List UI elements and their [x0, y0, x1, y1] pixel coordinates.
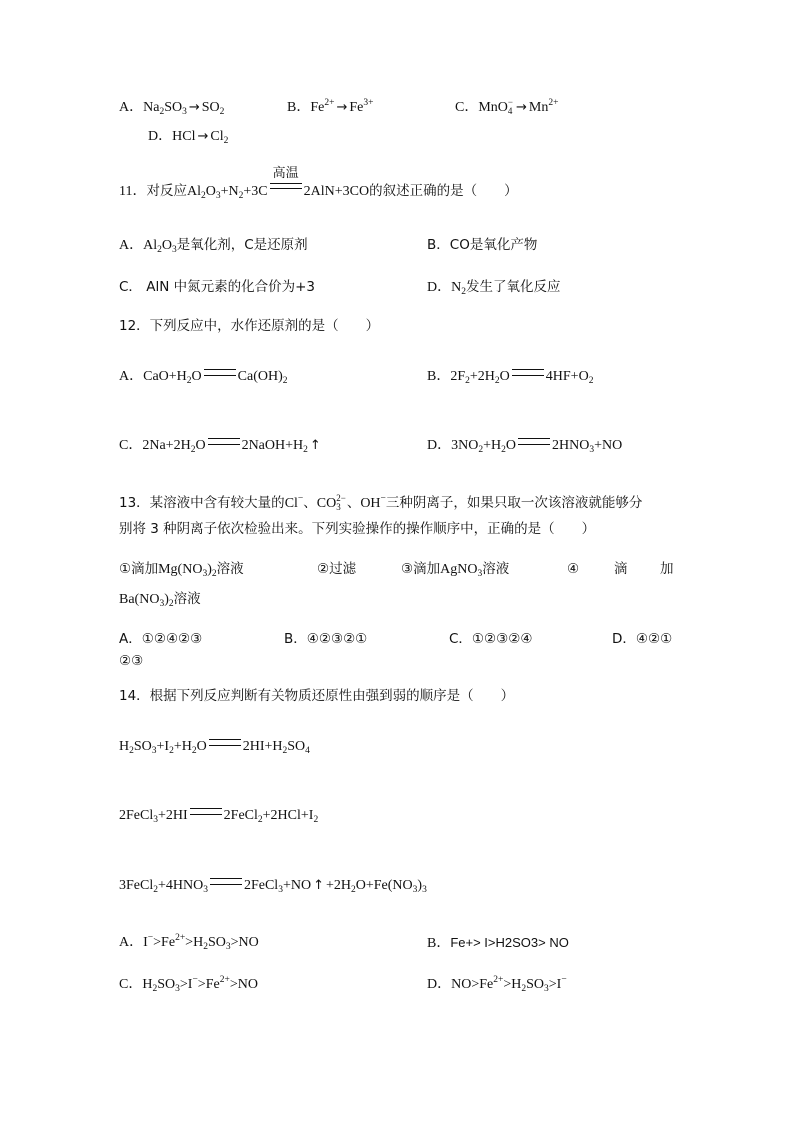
- q14-reaction-1: $H_2SO_3+I_2+H_2O$ $2HI+H_2SO_4$: [119, 739, 310, 756]
- reaction-condition: 高温: [268, 181, 304, 195]
- q11-stem: 11．对反应$Al_2O_3+N_2+3C$ 高温 2AlN+3CO的叙述正确的是（ ）: [119, 166, 518, 201]
- q13-option-c: C．①②③②④: [449, 631, 533, 647]
- q10-option-a: A．$Na_2SO_3 \to SO_2$: [119, 100, 225, 117]
- q13-option-d: D．④②①: [612, 631, 673, 647]
- q13-option-b: B．④②③②①: [284, 631, 368, 647]
- q13-option-d-wrap: ②③: [119, 653, 144, 669]
- q14-reaction-3: $3FeCl_2+4HNO_3$ 2FeCl$_3$+NO ↑ $+2H_2O+Fe(NO_3)_3$: [119, 878, 427, 895]
- q14-stem: 14．根据下列反应判断有关物质还原性由强到弱的顺序是（ ）: [119, 688, 515, 704]
- q11-option-c: C． AlN 中氮元素的化合价为+3: [119, 279, 316, 295]
- q11-option-a: A．$Al_2O_3$是氧化剂，C是还原剂: [119, 237, 308, 255]
- q14-option-d: D．$NO>Fe^{2+}>H_2SO_3>I^-$: [427, 975, 567, 994]
- option-label: A．: [119, 100, 144, 115]
- option-label: C．: [455, 100, 479, 115]
- q11-option-d: D．$N_2$发生了氧化反应: [427, 279, 561, 297]
- q14-option-c: C．$H_2SO_3>I^->Fe^{2+}>NO$: [119, 975, 258, 994]
- q12-stem: 12．下列反应中，水作还原剂的是（ ）: [119, 318, 380, 334]
- q10-option-d: D．HCl → $Cl_2$: [148, 129, 229, 146]
- q10-option-c: C．MnO − 4 → $Mn^{2+}$: [455, 97, 559, 116]
- q12-option-b: B．$2F_2+2H_2O$ $4HF+O_2$: [427, 369, 594, 386]
- q12-option-c: C．$2Na+2H_2O$ $2NaOH+H_2$ ↑: [119, 438, 321, 455]
- q13-operation-4-char: 滴: [614, 561, 628, 577]
- q13-operation-3: ③滴加AgNO$_3$溶液: [401, 561, 510, 579]
- q10-option-b: B．$Fe^{2+} \to Fe^{3+}$: [287, 98, 374, 115]
- q14-option-a: A．$I^->Fe^{2+}>H_2SO_3>NO$: [119, 933, 259, 952]
- q13-operation-1: ①滴加$Mg(NO_3)_2$溶液: [119, 561, 244, 579]
- q13-option-a: A．①②④②③: [119, 631, 203, 647]
- q13-operation-4-reagent: $Ba(NO_3)_2$溶液: [119, 591, 201, 609]
- q14-option-b: B．Fe+> I>H2SO3> NO: [427, 935, 569, 951]
- q13-stem-line2: 别将 3 种阴离子依次检验出来。下列实验操作的操作顺序中，正确的是（ ）: [119, 521, 596, 537]
- q11-option-b: B．CO是氧化产物: [427, 237, 538, 253]
- q13-operation-2: ②过滤: [317, 561, 357, 577]
- q12-option-d: D．$3NO_2+H_2O$ $2HNO_3+NO$: [427, 438, 623, 455]
- option-label: B．: [287, 100, 311, 115]
- q12-option-a: A．$CaO+H_2O$ $Ca(OH)_2$: [119, 369, 288, 386]
- q13-operation-4-number: ④: [567, 561, 580, 577]
- q13-operation-4-char: 加: [660, 561, 674, 577]
- q13-stem-line1: 13．某溶液中含有较大量的Cl−、CO 2− 3 、OH−三种阴离子，如果只取一次该溶液就能够分: [119, 493, 643, 512]
- q14-reaction-2: 2FeCl$_3$+2HI $2FeCl_2+2HCl+I_2$: [119, 808, 319, 825]
- option-label: D．: [148, 129, 173, 144]
